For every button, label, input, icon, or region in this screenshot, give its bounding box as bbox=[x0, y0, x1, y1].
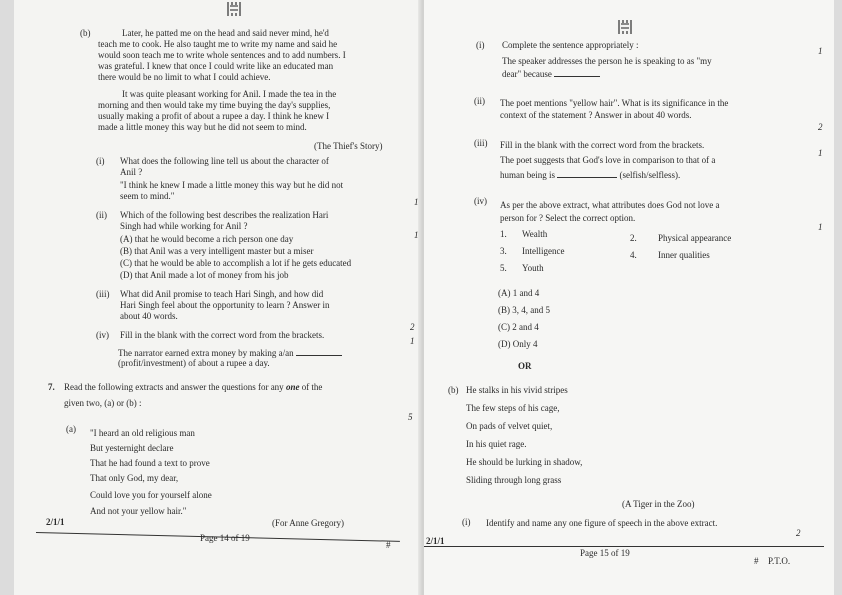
passage-line: would soon teach me to write whole sentences and to add numbers. I bbox=[98, 50, 346, 60]
question-quote: seem to mind." bbox=[120, 191, 175, 201]
poem-line: He should be lurking in shadow, bbox=[466, 457, 583, 467]
poem-line: He stalks in his vivid stripes bbox=[466, 385, 568, 395]
attribute-number: 1. bbox=[500, 229, 507, 239]
marks-label: 5 bbox=[408, 412, 413, 422]
passage-line: Later, he patted me on the head and said never mind, he'd bbox=[122, 28, 329, 38]
question-text: person for ? Select the correct option. bbox=[500, 213, 636, 223]
qr-code-icon bbox=[227, 2, 241, 16]
question-7-text: Read the following extracts and answer the questions for any one of the bbox=[64, 382, 323, 392]
question-number: (iv) bbox=[474, 196, 487, 206]
marks-label: 1 bbox=[818, 222, 823, 232]
question-text: context of the statement ? Answer in about 40 words. bbox=[500, 110, 692, 120]
question-text: Which of the following best describes the realization Hari bbox=[120, 210, 329, 220]
footer-hash: # bbox=[754, 556, 759, 566]
passage-line: morning and then would take my time buying the day's supplies, bbox=[98, 100, 331, 110]
poem-line: That only God, my dear, bbox=[90, 473, 179, 483]
question-number: (iv) bbox=[96, 330, 109, 340]
attribute-number: 2. bbox=[630, 233, 637, 243]
passage-line: usually making a profit of about a rupee a day. I think he knew I bbox=[98, 111, 330, 121]
poem-line: Sliding through long grass bbox=[466, 475, 562, 485]
question-text: As per the above extract, what attributes does God not love a bbox=[500, 200, 720, 210]
passage-line: was grateful. I knew that once I could write like an educated man bbox=[98, 61, 334, 71]
question-text: The poet suggests that God's love in comparison to that of a bbox=[500, 155, 716, 165]
question-text: The poet mentions "yellow hair". What is its significance in the bbox=[500, 98, 729, 108]
question-7-number: 7. bbox=[48, 382, 55, 392]
question-7-text: given two, (a) or (b) : bbox=[64, 398, 142, 408]
footer-page-number: Page 14 of 19 bbox=[200, 533, 250, 543]
attribute-text: Youth bbox=[522, 263, 544, 273]
footer-rule bbox=[424, 546, 824, 547]
poem-line: In his quiet rage. bbox=[466, 439, 527, 449]
question-number: (iii) bbox=[96, 289, 110, 299]
marks-label: 2 bbox=[818, 122, 823, 132]
poem-line: "I heard an old religious man bbox=[90, 428, 195, 438]
attribute-number: 4. bbox=[630, 250, 637, 260]
poem-source: (For Anne Gregory) bbox=[272, 518, 344, 528]
question-b-label: (b) bbox=[448, 385, 459, 395]
fill-blank-line: The narrator earned extra money by making a/an bbox=[118, 347, 342, 359]
poem-line: On pads of velvet quiet, bbox=[466, 421, 553, 431]
question-text: What does the following line tell us about the character of bbox=[120, 156, 329, 166]
passage-line: It was quite pleasant working for Anil. I made the tea in the bbox=[122, 89, 337, 99]
or-separator: OR bbox=[518, 361, 532, 371]
attribute-number: 5. bbox=[500, 263, 507, 273]
passage-line: made a little money this way but he did not seem to mind. bbox=[98, 122, 307, 132]
question-quote: "I think he knew I made a little money this way but he did not bbox=[120, 180, 344, 190]
marks-label: 1 bbox=[414, 230, 419, 240]
question-text: Hari Singh feel about the opportunity to learn ? Answer in bbox=[120, 300, 330, 310]
poem-line: That he had found a text to prove bbox=[90, 458, 210, 468]
question-text: Identify and name any one figure of speech in the above extract. bbox=[486, 518, 718, 528]
option-item: (C) 2 and 4 bbox=[498, 322, 539, 332]
footer-pto: P.T.O. bbox=[768, 556, 791, 566]
question-number: (i) bbox=[96, 156, 105, 166]
marks-label: 1 bbox=[818, 46, 823, 56]
right-page bbox=[424, 0, 834, 595]
option-item: (A) that he would become a rich person one day bbox=[120, 234, 294, 244]
question-text: about 40 words. bbox=[120, 311, 178, 321]
attribute-text: Inner qualities bbox=[658, 250, 710, 260]
poem-line: But yesternight declare bbox=[90, 443, 174, 453]
footer-hash: # bbox=[386, 540, 391, 550]
question-text: Fill in the blank with the correct word from the brackets. bbox=[500, 140, 705, 150]
fill-blank-line: (profit/investment) of about a rupee a day. bbox=[118, 358, 270, 368]
question-number: (i) bbox=[476, 40, 485, 50]
passage-line: there would be no limit to what I could achieve. bbox=[98, 72, 271, 82]
attribute-text: Physical appearance bbox=[658, 233, 732, 243]
question-b-label: (b) bbox=[80, 28, 91, 38]
question-text: Complete the sentence appropriately : bbox=[502, 40, 639, 50]
marks-label: 1 bbox=[818, 148, 823, 158]
fill-blank-line: dear" because bbox=[502, 68, 600, 80]
passage-line: teach me to cook. He also taught me to write my name and said he bbox=[98, 39, 338, 49]
question-text: What did Anil promise to teach Hari Singh, and how did bbox=[120, 289, 324, 299]
poem-line: The few steps of his cage, bbox=[466, 403, 560, 413]
question-text: Singh had while working for Anil ? bbox=[120, 221, 248, 231]
attribute-text: Wealth bbox=[522, 229, 548, 239]
passage-source: (The Thief's Story) bbox=[314, 141, 383, 151]
marks-label: 2 bbox=[410, 322, 415, 332]
option-item: (B) that Anil was a very intelligent master but a miser bbox=[120, 246, 314, 256]
marks-label: 1 bbox=[414, 197, 419, 207]
question-number: (ii) bbox=[96, 210, 107, 220]
marks-label: 1 bbox=[410, 336, 415, 346]
option-item: (A) 1 and 4 bbox=[498, 288, 540, 298]
left-page bbox=[14, 0, 424, 595]
fill-blank-line: human being is (selfish/selfless). bbox=[500, 170, 681, 180]
poem-line: Could love you for yourself alone bbox=[90, 490, 212, 500]
option-item: (B) 3, 4, and 5 bbox=[498, 305, 550, 315]
question-text: Anil ? bbox=[120, 167, 143, 177]
marks-label: 2 bbox=[796, 528, 801, 538]
question-a-label: (a) bbox=[66, 424, 76, 434]
question-number: (iii) bbox=[474, 138, 488, 148]
poem-source: (A Tiger in the Zoo) bbox=[622, 499, 695, 509]
attribute-number: 3. bbox=[500, 246, 507, 256]
option-item: (C) that he would be able to accomplish a lot if he gets educated bbox=[120, 258, 352, 268]
qr-code-icon bbox=[618, 20, 632, 34]
footer-code: 2/1/1 bbox=[46, 517, 65, 527]
footer-code: 2/1/1 bbox=[426, 536, 445, 546]
attribute-text: Intelligence bbox=[522, 246, 565, 256]
option-item: (D) Only 4 bbox=[498, 339, 538, 349]
option-item: (D) that Anil made a lot of money from his job bbox=[120, 270, 289, 280]
question-number: (i) bbox=[462, 517, 471, 527]
poem-line: And not your yellow hair." bbox=[90, 506, 187, 516]
question-text: The speaker addresses the person he is speaking to as "my bbox=[502, 56, 712, 66]
footer-page-number: Page 15 of 19 bbox=[580, 548, 630, 558]
question-text: Fill in the blank with the correct word from the brackets. bbox=[120, 330, 325, 340]
question-number: (ii) bbox=[474, 96, 485, 106]
